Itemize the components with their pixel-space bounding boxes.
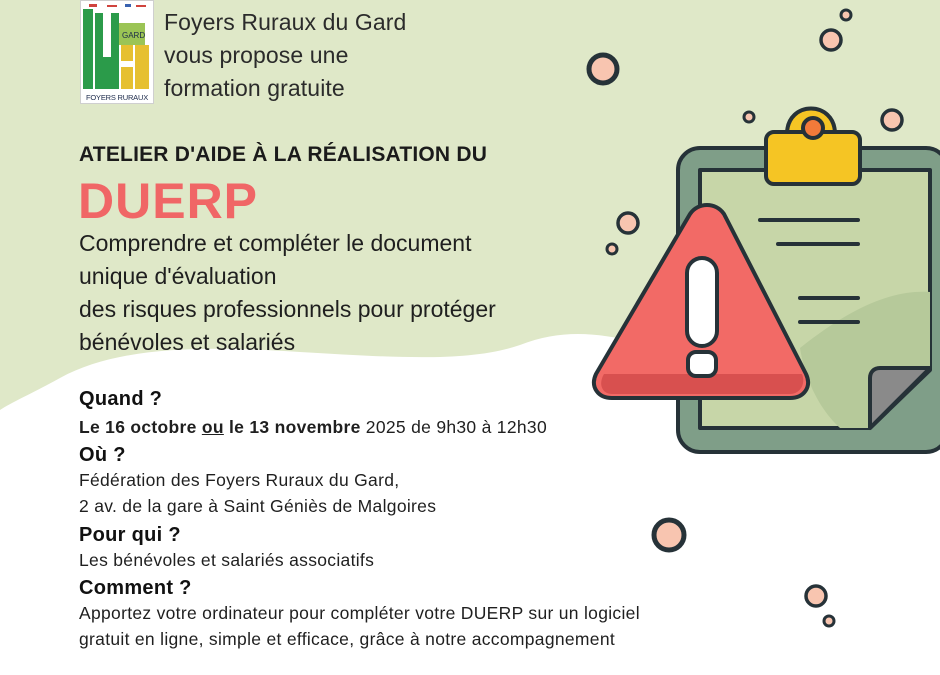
foyers-ruraux-logo bbox=[80, 0, 154, 104]
how-line: gratuit en ligne, simple et efficace, grâce à notre accompagnement bbox=[79, 629, 616, 649]
intro-text bbox=[164, 6, 406, 105]
description-line: Comprendre et compléter le document bbox=[79, 230, 472, 256]
description bbox=[79, 227, 496, 359]
who-heading: Pour qui ? bbox=[79, 524, 181, 546]
headline-kicker: ATELIER D'AIDE À LA RÉALISATION DU bbox=[79, 143, 488, 166]
logo-name-label: FOYERS RURAUX bbox=[86, 93, 148, 102]
description-line: unique d'évaluation bbox=[79, 263, 277, 289]
who-line: Les bénévoles et salariés associatifs bbox=[79, 550, 375, 570]
where-details bbox=[79, 467, 436, 519]
where-line: 2 av. de la gare à Saint Géniès de Malgoires bbox=[79, 496, 437, 516]
how-details bbox=[79, 600, 640, 652]
how-heading: Comment ? bbox=[79, 577, 192, 599]
where-line: Fédération des Foyers Ruraux du Gard, bbox=[79, 470, 400, 490]
intro-line: Foyers Ruraux du Gard bbox=[164, 9, 407, 35]
when-time: 2025 de 9h30 à 12h30 bbox=[360, 417, 547, 437]
where-heading: Où ? bbox=[79, 444, 126, 466]
when-heading: Quand ? bbox=[79, 388, 163, 410]
description-line: des risques professionnels pour protéger bbox=[79, 296, 496, 322]
when-details bbox=[79, 414, 547, 440]
when-date-1: Le 16 octobre bbox=[79, 417, 197, 437]
headline-title: DUERP bbox=[78, 173, 259, 229]
how-line: Apportez votre ordinateur pour compléter votre DUERP sur un logiciel bbox=[79, 603, 640, 623]
intro-line: formation gratuite bbox=[164, 75, 345, 101]
who-details bbox=[79, 547, 374, 573]
logo-gard-label: GARD bbox=[122, 31, 146, 40]
intro-line: vous propose une bbox=[164, 42, 349, 68]
when-connector: ou bbox=[201, 417, 224, 437]
description-line: bénévoles et salariés bbox=[79, 329, 296, 355]
when-date-2: le 13 novembre bbox=[229, 417, 361, 437]
